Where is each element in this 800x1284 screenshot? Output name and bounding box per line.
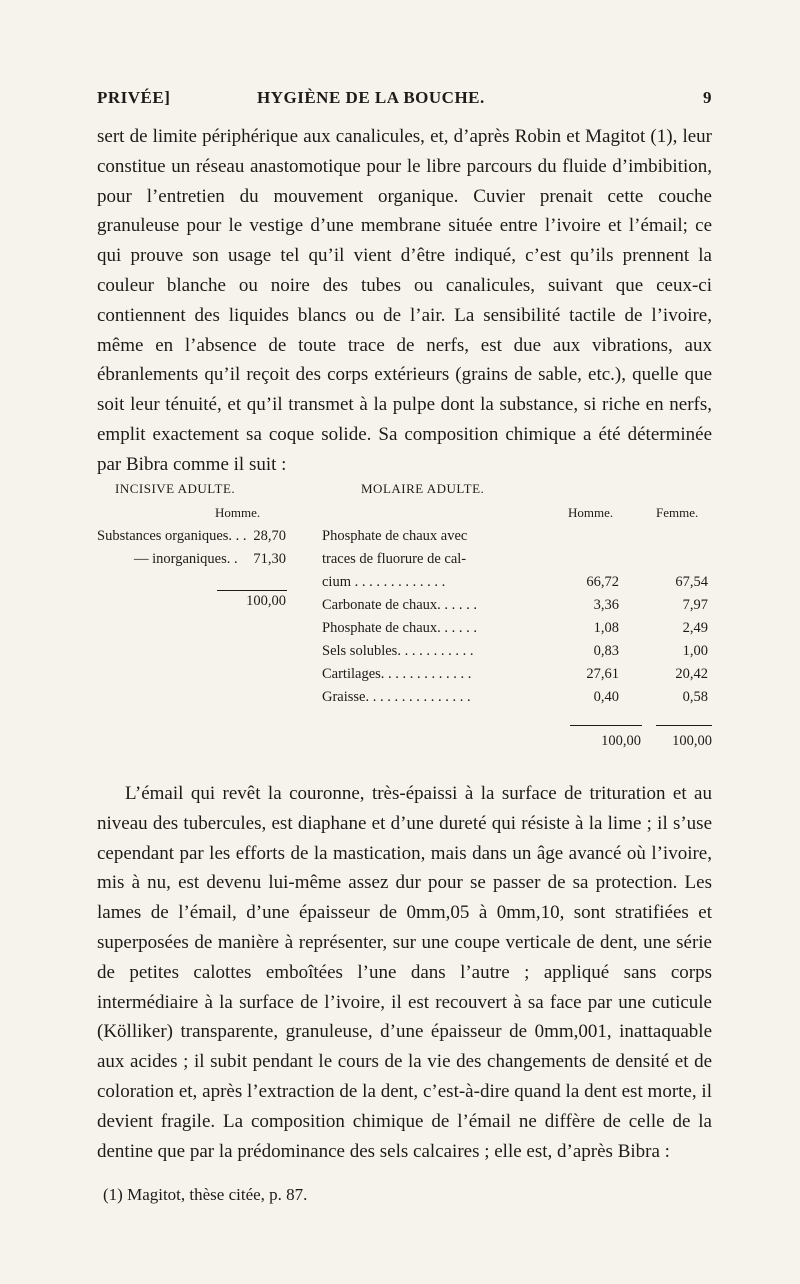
table2-title: MOLAIRE ADULTE. (361, 481, 485, 496)
table2-row-label: Sels solubles. . . . . . . . . . . (322, 643, 474, 659)
table2-cell-femme: 7,97 (682, 597, 708, 613)
table2-cell-homme: 66,72 (586, 574, 619, 590)
paragraph-2: L’émail qui revêt la couronne, très-épaissi à la surface de trituration et au niveau des tubercules, est diaphane et d’une dureté qui résiste à la lime ; il s’use cependant par les efforts de la mastication, mais dans un âge avancé où l’ivoire, mis à nu, est devenu lui-même assez dur pour se passer de sa protection. Les lames de l’émail, d’une épaisseur de 0mm,05 à 0mm,10, sont stratifiées et superposées de manière à représenter, sur une coupe verticale de dent, une série de petites calottes emboîtées l’une dans l’autre ; appliqué sans corps intermédiaire à la surface de l’ivoire, il est recouvert à sa face par une cuticule (Kölliker) transparente, granuleuse, d’une épaisseur de 0mm,001, inattaquable aux acides ; il subit pendant le cours de la vie des changements de densité et de coloration et, après l’extraction de la dent, c’est-à-dire quand la dent est morte, il devient fragile. La composition chimique de l’émail ne diffère de celle de la dentine que par la prédominance des sels calcaires ; elle est, d’après Bibra : (97, 783, 712, 1162)
table2-femme-total-rule (656, 725, 712, 726)
header-section: PRIVÉE] (97, 88, 171, 107)
table2-row-label: Cartilages. . . . . . . . . . . . . (322, 666, 472, 682)
table2-total-femme: 100,00 (672, 733, 712, 749)
table2-cell-femme: 20,42 (675, 666, 708, 682)
table1-total-rule (217, 590, 287, 591)
table2-total-homme: 100,00 (601, 733, 641, 749)
table2-row-label: Phosphate de chaux. . . . . . (322, 620, 478, 636)
header-title: HYGIÈNE DE LA BOUCHE. (257, 88, 485, 107)
page-number: 9 (703, 88, 712, 107)
table1-row-value: 28,70 (253, 528, 286, 544)
table2-cell-homme: 1,08 (593, 620, 619, 636)
table2-cell-homme: 0,83 (593, 643, 619, 659)
table2-col-femme: Femme. (656, 505, 699, 520)
table2-cell-femme: 1,00 (682, 643, 708, 659)
table2-row-label: Carbonate de chaux. . . . . . (322, 597, 478, 613)
table1-row-value: 71,30 (253, 551, 286, 567)
table2-col-homme: Homme. (568, 505, 614, 520)
table2-cell-femme: 2,49 (682, 620, 708, 636)
table2-row-label: cium . . . . . . . . . . . . . (322, 574, 446, 590)
footnote: (1) Magitot, thèse citée, p. 87. (103, 1185, 308, 1204)
table1-row-label: Substances organiques. . . (97, 528, 247, 544)
composition-tables (97, 481, 712, 721)
table2-cell-homme: 0,40 (593, 689, 619, 705)
table2-cell-femme: 0,58 (682, 689, 708, 705)
table2-cell-homme: 3,36 (593, 597, 619, 613)
table1-title: INCISIVE ADULTE. (115, 481, 236, 496)
table2-cell-homme: 27,61 (586, 666, 619, 682)
table2-homme-total-rule (570, 725, 642, 726)
table2-row-label: Phosphate de chaux avec (322, 528, 468, 544)
table1-col-header: Homme. (215, 505, 261, 520)
running-header (97, 88, 712, 114)
table1-total: 100,00 (246, 593, 286, 609)
table2-cell-femme: 67,54 (675, 574, 708, 590)
table2-row-label: traces de fluorure de cal- (322, 551, 467, 567)
paragraph-1: sert de limite périphérique aux canalicules, et, d’après Robin et Magitot (1), leur constitue un réseau anastomotique pour le libre parcours du fluide d’imbibition, pour l’entretien du mouvement organique. Cuvier prenait cette couche granuleuse pour le vestige d’une membrane située entre l’ivoire et l’émail; ce qui prouve son usage tel qu’il vient d’être indiqué, c’est qu’ils prennent la couleur blanche ou noire des tubes ou canalicules, suivant que ceux-ci contiennent des liquides blancs ou de l’air. La sensibilité tactile de l’ivoire, même en l’absence de toute trace de nerfs, est due aux vibrations, aux ébranlements qu’il reçoit des corps extérieurs (grains de sable, etc.), quelle que soit leur ténuité, et qu’il transmet à la pulpe dont la substance, si riche en nerfs, emplit exactement sa coque solide. Sa composition chimique a été déterminée par Bibra comme il suit : (97, 126, 712, 475)
table1-row-label: — inorganiques. . (134, 551, 238, 567)
table2-row-label: Graisse. . . . . . . . . . . . . . . (322, 689, 471, 705)
